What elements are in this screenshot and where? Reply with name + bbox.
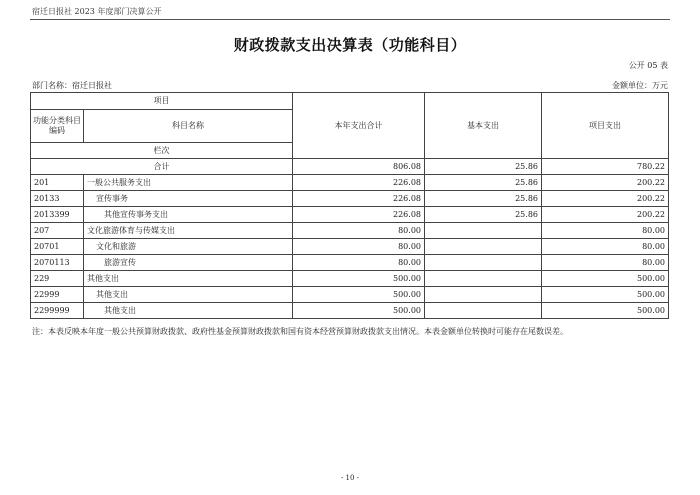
row-basic: 25.86 <box>425 175 542 191</box>
column-index-label: 栏次 <box>31 143 293 159</box>
name-header: 科目名称 <box>84 110 293 143</box>
table-number: 公开 05 表 <box>628 61 668 70</box>
page-title: 财政拨款支出决算表（功能科目） <box>233 36 467 54</box>
page-number: - 10 - <box>340 474 360 482</box>
row-code: 22999 <box>31 287 84 303</box>
table-row <box>31 287 669 303</box>
row-project: 500.00 <box>542 271 669 287</box>
row-code: 207 <box>31 223 84 239</box>
row-basic <box>425 223 542 239</box>
header-divider <box>30 19 670 20</box>
row-code: 2013399 <box>31 207 84 223</box>
row-project: 200.22 <box>542 191 669 207</box>
row-basic: 25.86 <box>425 207 542 223</box>
row-total: 500.00 <box>293 271 425 287</box>
row-name: 一般公共服务支出 <box>84 175 293 191</box>
summary-total: 806.08 <box>293 159 425 175</box>
row-name: 其他支出 <box>84 303 293 319</box>
table-row <box>31 303 669 319</box>
row-basic: 25.86 <box>425 191 542 207</box>
row-code: 2299999 <box>31 303 84 319</box>
row-total: 500.00 <box>293 303 425 319</box>
row-total: 226.08 <box>293 191 425 207</box>
table-row <box>31 175 669 191</box>
table-row <box>31 255 669 271</box>
row-basic <box>425 287 542 303</box>
row-name: 文化和旅游 <box>84 239 293 255</box>
row-project: 200.22 <box>542 175 669 191</box>
row-name: 旅游宣传 <box>84 255 293 271</box>
row-project: 80.00 <box>542 223 669 239</box>
row-project: 200.22 <box>542 207 669 223</box>
row-total: 80.00 <box>293 223 425 239</box>
unit-label: 金额单位：万元 <box>612 81 668 90</box>
row-name: 其他宣传事务支出 <box>84 207 293 223</box>
item-header: 项目 <box>31 93 293 110</box>
row-project: 500.00 <box>542 287 669 303</box>
summary-row <box>31 159 669 175</box>
row-total: 226.08 <box>293 175 425 191</box>
row-total: 226.08 <box>293 207 425 223</box>
expenditure-table <box>30 92 669 319</box>
row-code: 201 <box>31 175 84 191</box>
table-note: 注：本表反映本年度一般公共预算财政拨款、政府性基金预算财政拨款和国有资本经营预算财政拨款支出情况。本表金额单位转换时可能存在尾数误差。 <box>32 327 568 336</box>
code-header: 功能分类科目编码 <box>31 110 84 143</box>
table-header-row <box>31 93 669 110</box>
summary-project: 780.22 <box>542 159 669 175</box>
row-code: 2070113 <box>31 255 84 271</box>
total-header: 本年支出合计 <box>293 93 425 159</box>
row-basic <box>425 255 542 271</box>
row-total: 500.00 <box>293 287 425 303</box>
row-project: 500.00 <box>542 303 669 319</box>
summary-label: 合计 <box>31 159 293 175</box>
row-total: 80.00 <box>293 255 425 271</box>
row-name: 文化旅游体育与传媒支出 <box>84 223 293 239</box>
row-project: 80.00 <box>542 255 669 271</box>
row-basic <box>425 239 542 255</box>
basic-header: 基本支出 <box>425 93 542 159</box>
row-project: 80.00 <box>542 239 669 255</box>
document-header: 宿迁日报社 2023 年度部门决算公开 <box>32 7 162 16</box>
project-header: 项目支出 <box>542 93 669 159</box>
row-name: 其他支出 <box>84 287 293 303</box>
row-code: 229 <box>31 271 84 287</box>
row-name: 宣传事务 <box>84 191 293 207</box>
department-label: 部门名称：宿迁日报社 <box>32 81 112 90</box>
row-total: 80.00 <box>293 239 425 255</box>
summary-basic: 25.86 <box>425 159 542 175</box>
table-row <box>31 207 669 223</box>
row-name: 其他支出 <box>84 271 293 287</box>
table-row <box>31 223 669 239</box>
row-basic <box>425 303 542 319</box>
row-code: 20133 <box>31 191 84 207</box>
table-row <box>31 271 669 287</box>
row-basic <box>425 271 542 287</box>
table-row <box>31 191 669 207</box>
row-code: 20701 <box>31 239 84 255</box>
table-row <box>31 239 669 255</box>
